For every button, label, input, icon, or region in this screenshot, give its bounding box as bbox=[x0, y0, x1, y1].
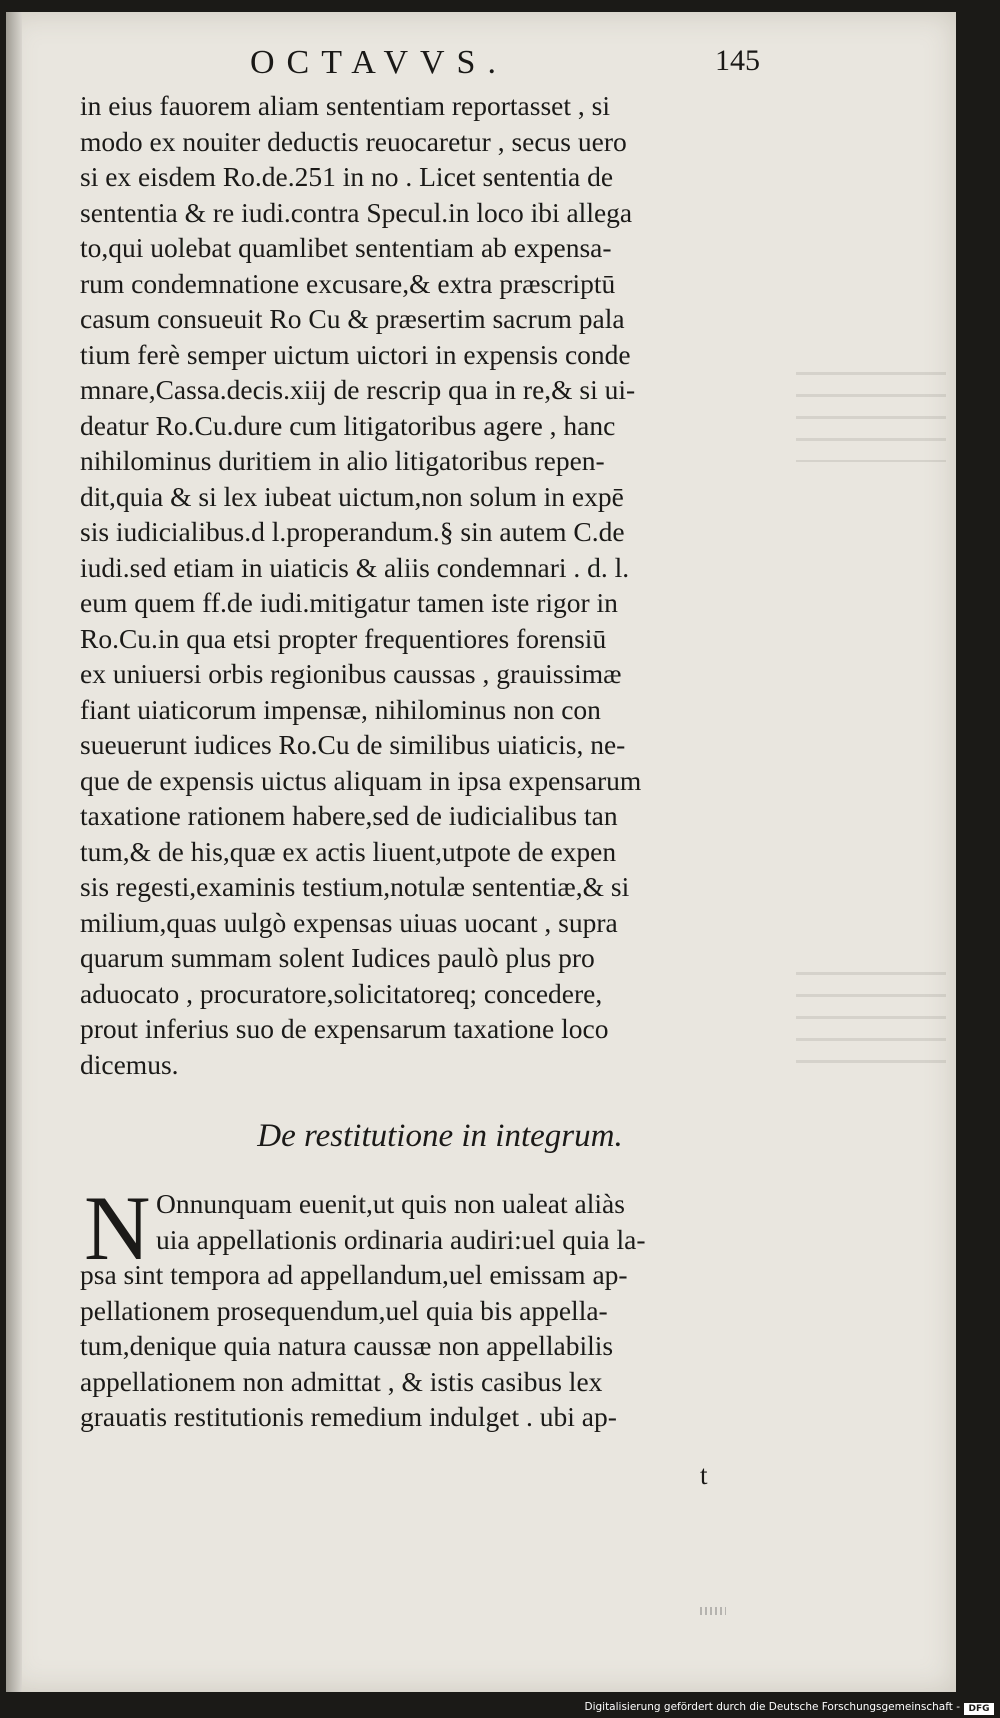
text-line: dit,quia & si lex iubeat uictum,non solum in expē bbox=[80, 480, 624, 512]
text-line: casum consueuit Ro Cu & præsertim sacrum pala bbox=[80, 303, 625, 334]
section-heading: De restitutione in integrum. bbox=[257, 1118, 623, 1154]
text-line: prout inferius suo de expensarum taxatione loco bbox=[80, 1013, 609, 1044]
text-line: rum condemnatione excusare,& extra præscriptū bbox=[80, 267, 616, 299]
text-line: tium ferè semper uictum uictori in expensis conde bbox=[80, 338, 631, 370]
text-line: fiant uiaticorum impensæ, nihilominus non con bbox=[80, 693, 601, 725]
text-line: que de expensis uictus aliquam in ipsa expensarum bbox=[80, 764, 642, 796]
running-head bbox=[200, 44, 760, 84]
show-through-text bbox=[796, 372, 946, 462]
text-line: eum quem ff.de iudi.mitigatur tamen iste rigor in bbox=[80, 587, 618, 618]
text-line: sis regesti,examinis testium,notulæ sententiæ,& si bbox=[80, 871, 630, 902]
running-head-title: OCTAVVS. bbox=[250, 44, 508, 81]
text-line: grauatis restitutionis remedium indulget . ubi ap- bbox=[80, 1401, 617, 1432]
text-line: psa sint tempora ad appellandum,uel emissam ap- bbox=[80, 1259, 628, 1290]
text-line: mnare,Cassa.decis.xiij de rescrip qua in re,& si ui- bbox=[80, 374, 636, 405]
paper-blemish bbox=[700, 1607, 726, 1615]
text-line: to,qui uolebat quamlibet sententiam ab expensa- bbox=[80, 232, 612, 263]
footer-credit-text: Digitalisierung gefördert durch die Deutsche Forschungsgemeinschaft - bbox=[584, 1701, 960, 1713]
text-line: sis iudicialibus.d l.properandum.§ sin autem C.de bbox=[80, 516, 625, 547]
show-through-text bbox=[796, 972, 946, 1082]
text-line: modo ex nouiter deductis reuocaretur , secus uero bbox=[80, 125, 627, 157]
text-line: in eius fauorem aliam sententiam reportasset , si bbox=[80, 90, 610, 121]
text-line: iudi.sed etiam in uiaticis & aliis condemnari . d. l. bbox=[80, 551, 630, 583]
text-line: tum,denique quia natura caussæ non appellabilis bbox=[80, 1330, 614, 1361]
text-line: Ro.Cu.in qua etsi propter frequentiores forensiū bbox=[80, 622, 607, 654]
text-line: tum,& de his,quæ ex actis liuent,utpote de expen bbox=[80, 835, 617, 867]
text-line: si ex eisdem Ro.de.251 in no . Licet sententia de bbox=[80, 161, 614, 192]
catchword: t bbox=[700, 1460, 708, 1490]
text-line: deatur Ro.Cu.dure cum litigatoribus agere , hanc bbox=[80, 409, 616, 441]
page-number: 145 bbox=[715, 44, 760, 77]
text-line: appellationem non admittat , & istis casibus lex bbox=[80, 1365, 603, 1397]
text-line: aduocato , procuratore,solicitatoreq; concedere, bbox=[80, 977, 603, 1009]
text-line: uia appellationis ordinaria audiri:uel quia la- bbox=[156, 1223, 646, 1255]
text-line: milium,quas uulgò expensas uiuas uocant , supra bbox=[80, 906, 618, 938]
text-line: taxatione rationem habere,sed de iudicialibus tan bbox=[80, 800, 618, 831]
text-line: sententia & re iudi.contra Specul.in loco ibi allega bbox=[80, 196, 633, 228]
dfg-logo-icon: DFG bbox=[964, 1703, 994, 1715]
paragraph-2 bbox=[80, 1177, 805, 1435]
text-line: quarum summam solent Iudices paulò plus pro bbox=[80, 942, 595, 973]
text-line: dicemus. bbox=[80, 1048, 179, 1080]
text-line: pellationem prosequendum,uel quia bis appella- bbox=[80, 1294, 608, 1326]
text-line: sueuerunt iudices Ro.Cu de similibus uiaticis, ne- bbox=[80, 729, 626, 760]
digitization-footer bbox=[0, 1700, 1000, 1718]
text-line: Onnunquam euenit,ut quis non ualeat aliàs bbox=[156, 1188, 625, 1219]
section-heading-block bbox=[80, 1118, 800, 1155]
page-gutter-shadow bbox=[6, 12, 22, 1692]
text-line: ex uniuersi orbis regionibus caussas , grauissimæ bbox=[80, 658, 622, 689]
text-line: nihilominus duritiem in alio litigatoribus repen- bbox=[80, 445, 605, 476]
drop-cap-initial: N bbox=[84, 1177, 151, 1279]
paragraph-1 bbox=[80, 88, 800, 1082]
